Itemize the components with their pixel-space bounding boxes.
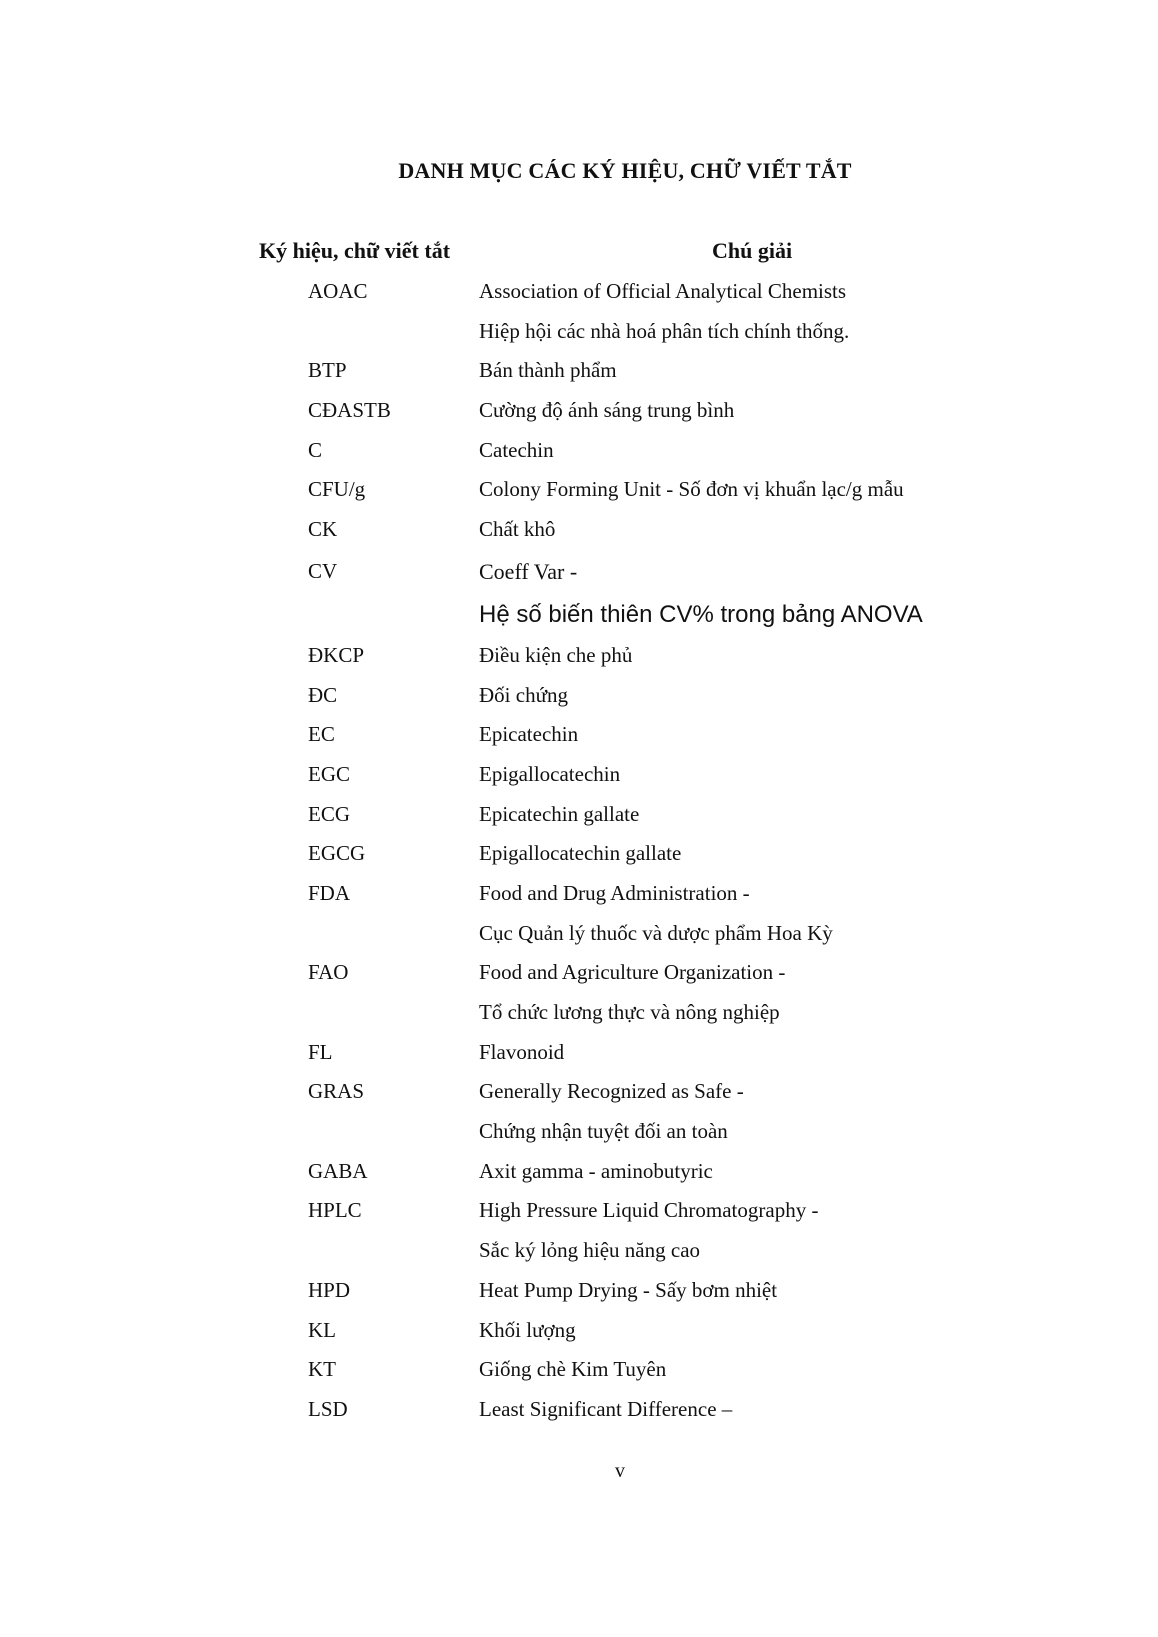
description: Đối chứng — [479, 682, 568, 707]
table-row — [0, 795, 1158, 835]
table-row — [0, 1311, 1158, 1351]
abbreviation: GRAS — [308, 1079, 365, 1104]
abbreviation: C — [308, 437, 323, 462]
abbreviation: AOAC — [308, 279, 368, 303]
abbreviation: BTP — [308, 358, 347, 383]
table-row — [0, 676, 1158, 716]
description: Food and Agriculture Organization - — [479, 960, 786, 985]
table-row — [0, 510, 1158, 550]
abbreviation-table — [0, 272, 1158, 1430]
table-row — [0, 1271, 1158, 1311]
table-row — [0, 1231, 1158, 1271]
abbreviation: ECG — [308, 801, 350, 826]
table-row — [0, 1152, 1158, 1192]
description: Coeff Var - — [479, 558, 578, 584]
table-row — [0, 272, 1158, 312]
table-row — [0, 431, 1158, 471]
abbreviation: EGCG — [308, 841, 366, 866]
column-header-description: Chú giải — [712, 238, 793, 263]
table-row — [0, 312, 1158, 352]
description: Catechin — [479, 437, 554, 462]
table-row — [0, 834, 1158, 874]
description: Association of Official Analytical Chemists — [479, 279, 847, 303]
description: Chất khô — [479, 517, 556, 542]
description: Điều kiện che phủ — [479, 642, 633, 667]
table-row — [0, 715, 1158, 755]
table-row — [0, 953, 1158, 993]
abbreviation: CFU/g — [308, 477, 366, 502]
table-row — [0, 993, 1158, 1033]
abbreviation: FAO — [308, 960, 349, 985]
description: Colony Forming Unit - Số đơn vị khuẩn lạc/g mẫu — [479, 477, 904, 502]
table-row — [0, 391, 1158, 431]
description: Heat Pump Drying - Sấy bơm nhiệt — [479, 1277, 778, 1302]
table-row — [0, 874, 1158, 914]
table-row — [0, 1033, 1158, 1073]
description: Khối lượng — [479, 1317, 576, 1342]
description: Giống chè Kim Tuyên — [479, 1357, 667, 1382]
table-row — [0, 636, 1158, 676]
abbreviation: CK — [308, 517, 338, 542]
description: Epigallocatechin — [479, 761, 621, 786]
abbreviation: ĐC — [308, 682, 338, 707]
description: Flavonoid — [479, 1039, 565, 1064]
description: Hiệp hội các nhà hoá phân tích chính thống. — [479, 318, 850, 343]
abbreviation: FDA — [308, 880, 351, 905]
abbreviation: HPLC — [308, 1198, 362, 1223]
description: Epicatechin gallate — [479, 801, 640, 826]
table-row — [0, 1112, 1158, 1152]
description: Epicatechin — [479, 722, 579, 747]
table-row — [0, 1191, 1158, 1231]
table-row — [0, 1072, 1158, 1112]
abbreviation: CV — [308, 558, 338, 583]
table-row — [0, 351, 1158, 391]
description: Axit gamma - aminobutyric — [479, 1158, 713, 1183]
table-row — [0, 470, 1158, 510]
abbreviation: ĐKCP — [308, 642, 365, 667]
description: Cường độ ánh sáng trung bình — [479, 398, 735, 423]
column-header-abbreviation: Ký hiệu, chữ viết tắt — [259, 238, 451, 263]
page-title: DANH MỤC CÁC KÝ HIỆU, CHỮ VIẾT TẮT — [398, 158, 852, 183]
table-row — [0, 550, 1158, 593]
abbreviation: KT — [308, 1357, 336, 1382]
description: High Pressure Liquid Chromatography - — [479, 1198, 819, 1223]
abbreviation: EGC — [308, 761, 350, 786]
abbreviation: KL — [308, 1317, 336, 1342]
table-row — [0, 593, 1158, 636]
abbreviation: HPD — [308, 1277, 351, 1302]
description: Food and Drug Administration - — [479, 880, 750, 905]
description: Sắc ký lỏng hiệu năng cao — [479, 1238, 701, 1263]
abbreviation: GABA — [308, 1158, 368, 1183]
description: Generally Recognized as Safe - — [479, 1079, 744, 1104]
table-row — [0, 755, 1158, 795]
description: Chứng nhận tuyệt đối an toàn — [479, 1119, 728, 1144]
table-row — [0, 914, 1158, 954]
abbreviation: EC — [308, 722, 335, 747]
abbreviation: CĐASTB — [308, 398, 391, 423]
description: Least Significant Difference – — [479, 1396, 733, 1421]
table-row — [0, 1390, 1158, 1430]
description: Hệ số biến thiên CV% trong bảng ANOVA — [479, 600, 923, 628]
description: Bán thành phẩm — [479, 358, 617, 383]
page-number: v — [615, 1460, 625, 1482]
description: Epigallocatechin gallate — [479, 841, 682, 866]
table-row — [0, 1350, 1158, 1390]
description: Cục Quản lý thuốc và dược phẩm Hoa Kỳ — [479, 920, 833, 945]
description: Tổ chức lương thực và nông nghiệp — [479, 1000, 780, 1024]
abbreviation: FL — [308, 1039, 333, 1064]
abbreviation: LSD — [308, 1396, 348, 1421]
